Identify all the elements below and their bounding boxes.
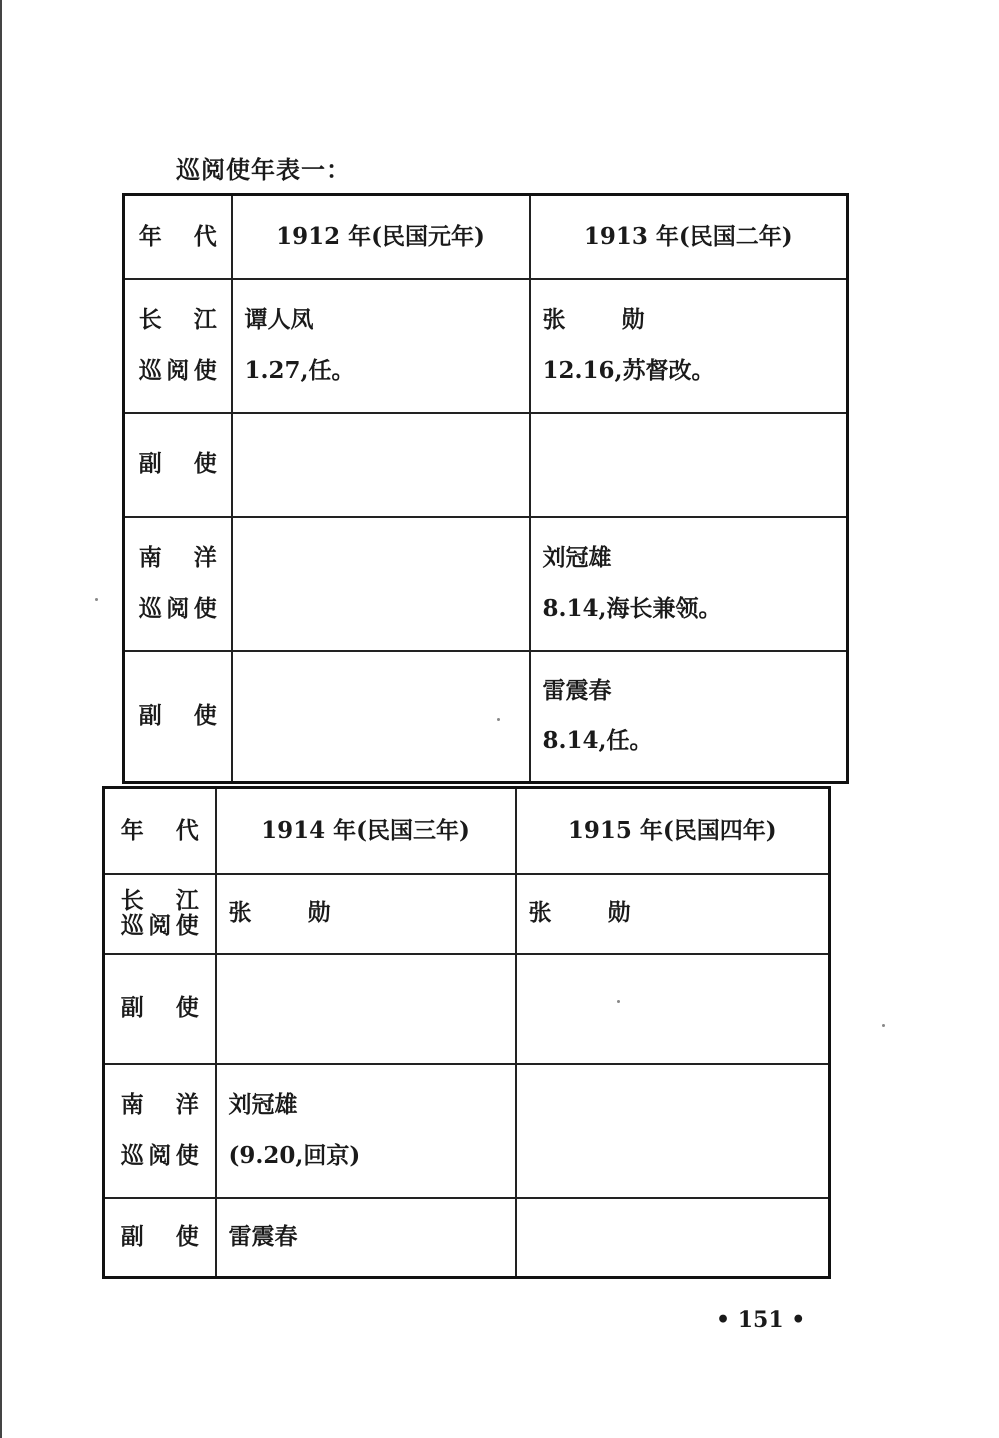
year-1914-header: 1914 年(民国三年)	[216, 788, 516, 874]
table-row	[124, 413, 848, 517]
nanyang-inspector-label: 南洋 巡阅使	[124, 517, 232, 651]
scan-speck	[882, 1024, 885, 1027]
table-row	[124, 279, 848, 413]
nanyang-1912-cell	[232, 517, 530, 651]
changjiang-1915-cell: 张 勋	[516, 874, 830, 954]
nanyang-deputy-1915-cell	[516, 1198, 830, 1278]
changjiang-1914-cell: 张 勋	[216, 874, 516, 954]
changjiang-inspector-label: 长江 巡阅使	[104, 874, 216, 954]
scan-speck	[95, 598, 98, 601]
table-row	[124, 517, 848, 651]
table-row	[124, 651, 848, 783]
year-1912-header: 1912 年(民国元年)	[232, 195, 530, 279]
inspector-table-1912-1913	[122, 193, 849, 784]
inspector-table-1914-1915	[102, 786, 831, 1279]
scan-speck	[497, 718, 500, 721]
year-1913-header: 1913 年(民国二年)	[530, 195, 848, 279]
changjiang-deputy-1912-cell	[232, 413, 530, 517]
scan-speck	[617, 1000, 620, 1003]
page-number: • 151 •	[716, 1307, 806, 1333]
nanyang-1913-cell: 刘冠雄 8.14,海长兼领。	[530, 517, 848, 651]
table-caption: 巡阅使年表一：	[176, 155, 351, 184]
changjiang-inspector-label: 长江 巡阅使	[124, 279, 232, 413]
page-edge	[0, 0, 2, 1438]
changjiang-1912-cell: 谭人凤 1.27,任。	[232, 279, 530, 413]
table-row	[104, 874, 830, 954]
nanyang-1914-cell: 刘冠雄 (9.20,回京)	[216, 1064, 516, 1198]
changjiang-1913-cell: 张 勋 12.16,苏督改。	[530, 279, 848, 413]
nanyang-inspector-label: 南洋 巡阅使	[104, 1064, 216, 1198]
table-row	[104, 788, 830, 874]
nanyang-deputy-1913-cell: 雷震春 8.14,任。	[530, 651, 848, 783]
changjiang-deputy-label: 副使	[104, 954, 216, 1064]
changjiang-deputy-1915-cell	[516, 954, 830, 1064]
nanyang-deputy-1912-cell	[232, 651, 530, 783]
table-row	[104, 954, 830, 1064]
changjiang-deputy-1913-cell	[530, 413, 848, 517]
table-row	[124, 195, 848, 279]
nanyang-deputy-label: 副使	[124, 651, 232, 783]
nanyang-deputy-1914-cell: 雷震春	[216, 1198, 516, 1278]
year-1915-header: 1915 年(民国四年)	[516, 788, 830, 874]
nanyang-deputy-label: 副使	[104, 1198, 216, 1278]
era-label: 年代	[124, 195, 232, 279]
nanyang-1915-cell	[516, 1064, 830, 1198]
changjiang-deputy-1914-cell	[216, 954, 516, 1064]
table-row	[104, 1198, 830, 1278]
changjiang-deputy-label: 副使	[124, 413, 232, 517]
table-row	[104, 1064, 830, 1198]
era-label: 年代	[104, 788, 216, 874]
